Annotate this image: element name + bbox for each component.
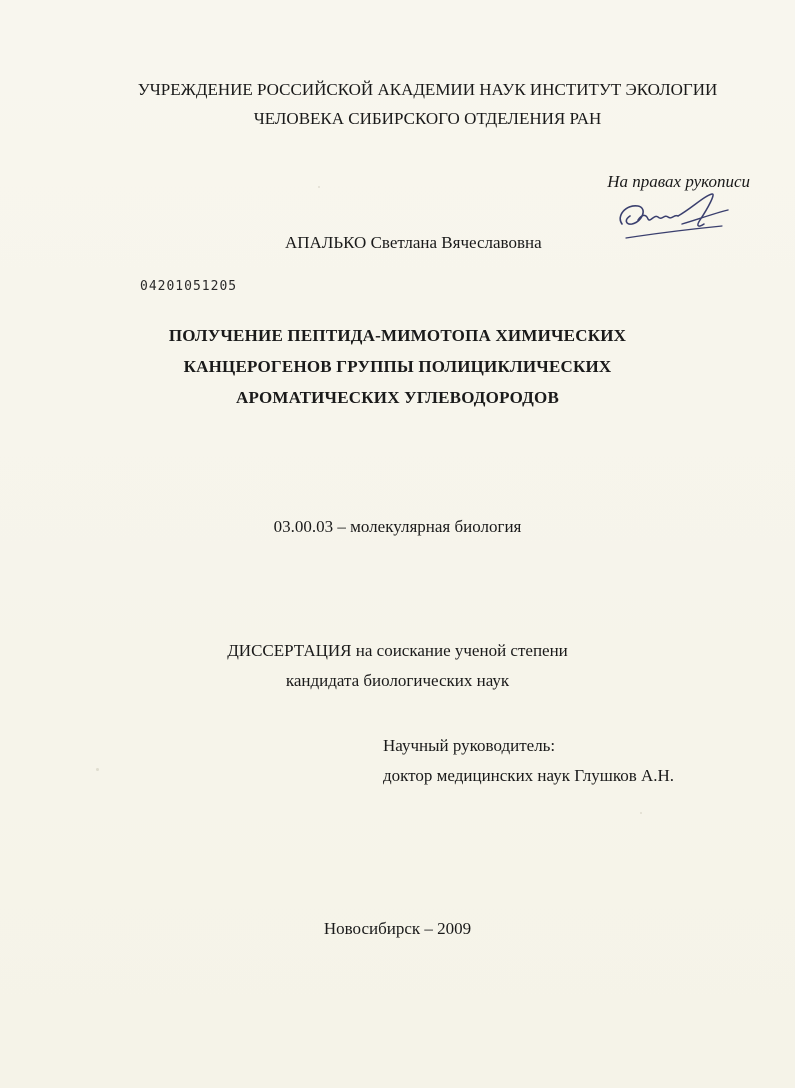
- dissertation-line-1: ДИССЕРТАЦИЯ на соискание ученой степени: [227, 641, 568, 660]
- supervisor-name: доктор медицинских наук Глушков А.Н.: [383, 766, 675, 785]
- organization-line-1: УЧРЕЖДЕНИЕ РОССИЙСКОЙ АКАДЕМИИ НАУК ИНСТИТУТ ЭКОЛОГИИ: [137, 80, 718, 99]
- thesis-title-line-2: КАНЦЕРОГЕНОВ ГРУППЫ ПОЛИЦИКЛИЧЕСКИХ: [183, 357, 612, 376]
- catalog-number: 04201051205: [140, 279, 238, 294]
- specialty-code: 03.00.03 – молекулярная биология: [273, 517, 522, 536]
- signature-icon: [612, 190, 732, 242]
- paper-speck: [640, 812, 642, 814]
- thesis-title-line-1: ПОЛУЧЕНИЕ ПЕПТИДА-МИМОТОПА ХИМИЧЕСКИХ: [168, 326, 627, 345]
- organization-line-2: ЧЕЛОВЕКА СИБИРСКОГО ОТДЕЛЕНИЯ РАН: [253, 109, 602, 128]
- paper-speck: [318, 186, 320, 188]
- manuscript-note: На правах рукописи: [607, 172, 750, 191]
- thesis-title-line-3: АРОМАТИЧЕСКИХ УГЛЕВОДОРОДОВ: [235, 388, 560, 407]
- author-name: АПАЛЬКО Светлана Вячеславовна: [285, 233, 542, 252]
- dissertation-line-2: кандидата биологических наук: [285, 671, 510, 690]
- place-and-year: Новосибирск – 2009: [323, 919, 472, 938]
- supervisor-label: Научный руководитель:: [383, 736, 556, 755]
- paper-speck: [96, 768, 99, 771]
